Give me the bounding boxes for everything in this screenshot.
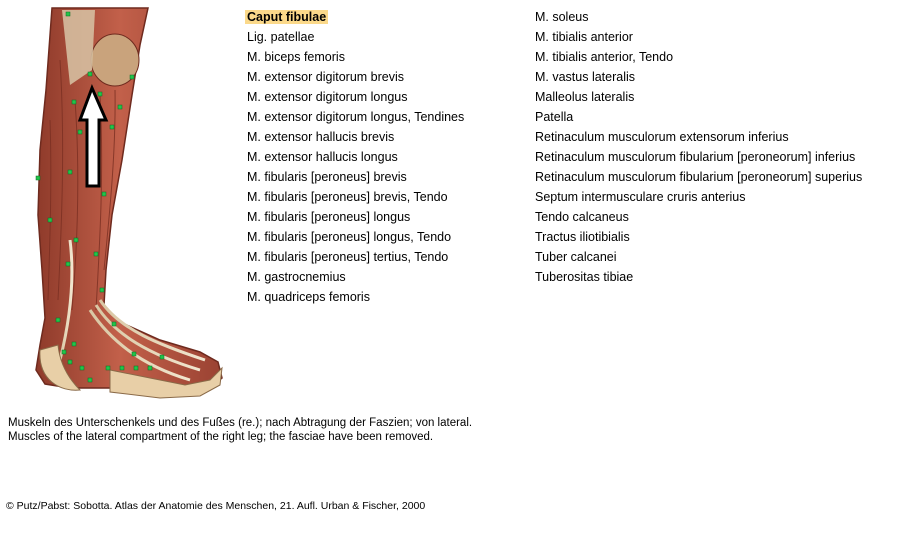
structure-item[interactable]: M. gastrocnemius: [247, 270, 346, 284]
structure-item[interactable]: M. vastus lateralis: [535, 70, 636, 84]
copyright-notice: © Putz/Pabst: Sobotta. Atlas der Anatomie des Menschen, 21. Aufl. Urban & Fischer, 2000: [6, 500, 426, 512]
structure-item[interactable]: M. fibularis [peroneus] longus: [247, 210, 411, 224]
structure-item[interactable]: Tuber calcanei: [535, 250, 617, 264]
structure-item[interactable]: Retinaculum musculorum fibularium [peroneorum] inferius: [535, 150, 856, 164]
structure-item[interactable]: Tendo calcaneus: [535, 210, 629, 224]
caption-german: Muskeln des Unterschenkels und des Fußes (re.); nach Abtragung der Faszien; von lateral.: [8, 417, 473, 429]
structure-item[interactable]: M. quadriceps femoris: [247, 290, 370, 304]
caption-english: Muscles of the lateral compartment of the right leg; the fasciae have been removed.: [8, 431, 434, 443]
structure-marker[interactable]: [66, 262, 70, 266]
structure-marker[interactable]: [78, 130, 82, 134]
structure-marker[interactable]: [80, 366, 84, 370]
structure-marker[interactable]: [88, 72, 92, 76]
structure-marker[interactable]: [102, 192, 106, 196]
structure-marker[interactable]: [134, 366, 138, 370]
structure-marker[interactable]: [98, 92, 102, 96]
structure-marker[interactable]: [118, 105, 122, 109]
structure-marker[interactable]: [72, 342, 76, 346]
anatomy-illustration: [0, 0, 240, 405]
structure-marker[interactable]: [66, 12, 70, 16]
structure-marker[interactable]: [74, 238, 78, 242]
structure-item[interactable]: M. extensor hallucis longus: [247, 150, 398, 164]
structure-marker[interactable]: [100, 288, 104, 292]
structure-marker[interactable]: [72, 100, 76, 104]
structure-marker[interactable]: [62, 350, 66, 354]
structure-marker[interactable]: [36, 176, 40, 180]
structure-marker[interactable]: [88, 378, 92, 382]
structure-item[interactable]: M. soleus: [535, 10, 589, 24]
structure-marker[interactable]: [106, 366, 110, 370]
structure-marker[interactable]: [112, 322, 116, 326]
structure-marker[interactable]: [48, 218, 52, 222]
structure-marker[interactable]: [160, 355, 164, 359]
structure-item[interactable]: M. extensor digitorum longus: [247, 90, 408, 104]
structure-item[interactable]: M. extensor digitorum brevis: [247, 70, 405, 84]
structure-item[interactable]: M. extensor hallucis brevis: [247, 130, 395, 144]
structure-item[interactable]: M. extensor digitorum longus, Tendines: [247, 110, 465, 124]
structure-item[interactable]: M. fibularis [peroneus] longus, Tendo: [247, 230, 452, 244]
structure-marker[interactable]: [56, 318, 60, 322]
structure-marker[interactable]: [130, 75, 134, 79]
structure-marker[interactable]: [148, 366, 152, 370]
structure-marker[interactable]: [68, 170, 72, 174]
structure-marker[interactable]: [94, 252, 98, 256]
structure-item[interactable]: Caput fibulae: [247, 10, 327, 24]
structure-list-column-2: [533, 7, 864, 287]
structure-marker[interactable]: [68, 360, 72, 364]
structure-item[interactable]: M. biceps femoris: [247, 50, 345, 64]
structure-item[interactable]: Tuberositas tibiae: [535, 270, 634, 284]
structure-item[interactable]: M. tibialis anterior: [535, 30, 633, 44]
structure-item[interactable]: M. fibularis [peroneus] brevis, Tendo: [247, 190, 448, 204]
structure-item[interactable]: Malleolus lateralis: [535, 90, 635, 104]
structure-marker[interactable]: [132, 352, 136, 356]
structure-marker[interactable]: [120, 366, 124, 370]
structure-item[interactable]: Lig. patellae: [247, 30, 315, 44]
structure-item[interactable]: Retinaculum musculorum extensorum inferius: [535, 130, 789, 144]
structure-item[interactable]: M. fibularis [peroneus] tertius, Tendo: [247, 250, 449, 264]
structure-list-column-1: [245, 7, 466, 307]
structure-item[interactable]: Septum intermusculare cruris anterius: [535, 190, 746, 204]
structure-item[interactable]: Patella: [535, 110, 574, 124]
structure-item[interactable]: M. tibialis anterior, Tendo: [535, 50, 674, 64]
structure-marker[interactable]: [110, 125, 114, 129]
structure-item[interactable]: M. fibularis [peroneus] brevis: [247, 170, 407, 184]
structure-item[interactable]: Tractus iliotibialis: [535, 230, 630, 244]
structure-item[interactable]: Retinaculum musculorum fibularium [peroneorum] superius: [535, 170, 863, 184]
